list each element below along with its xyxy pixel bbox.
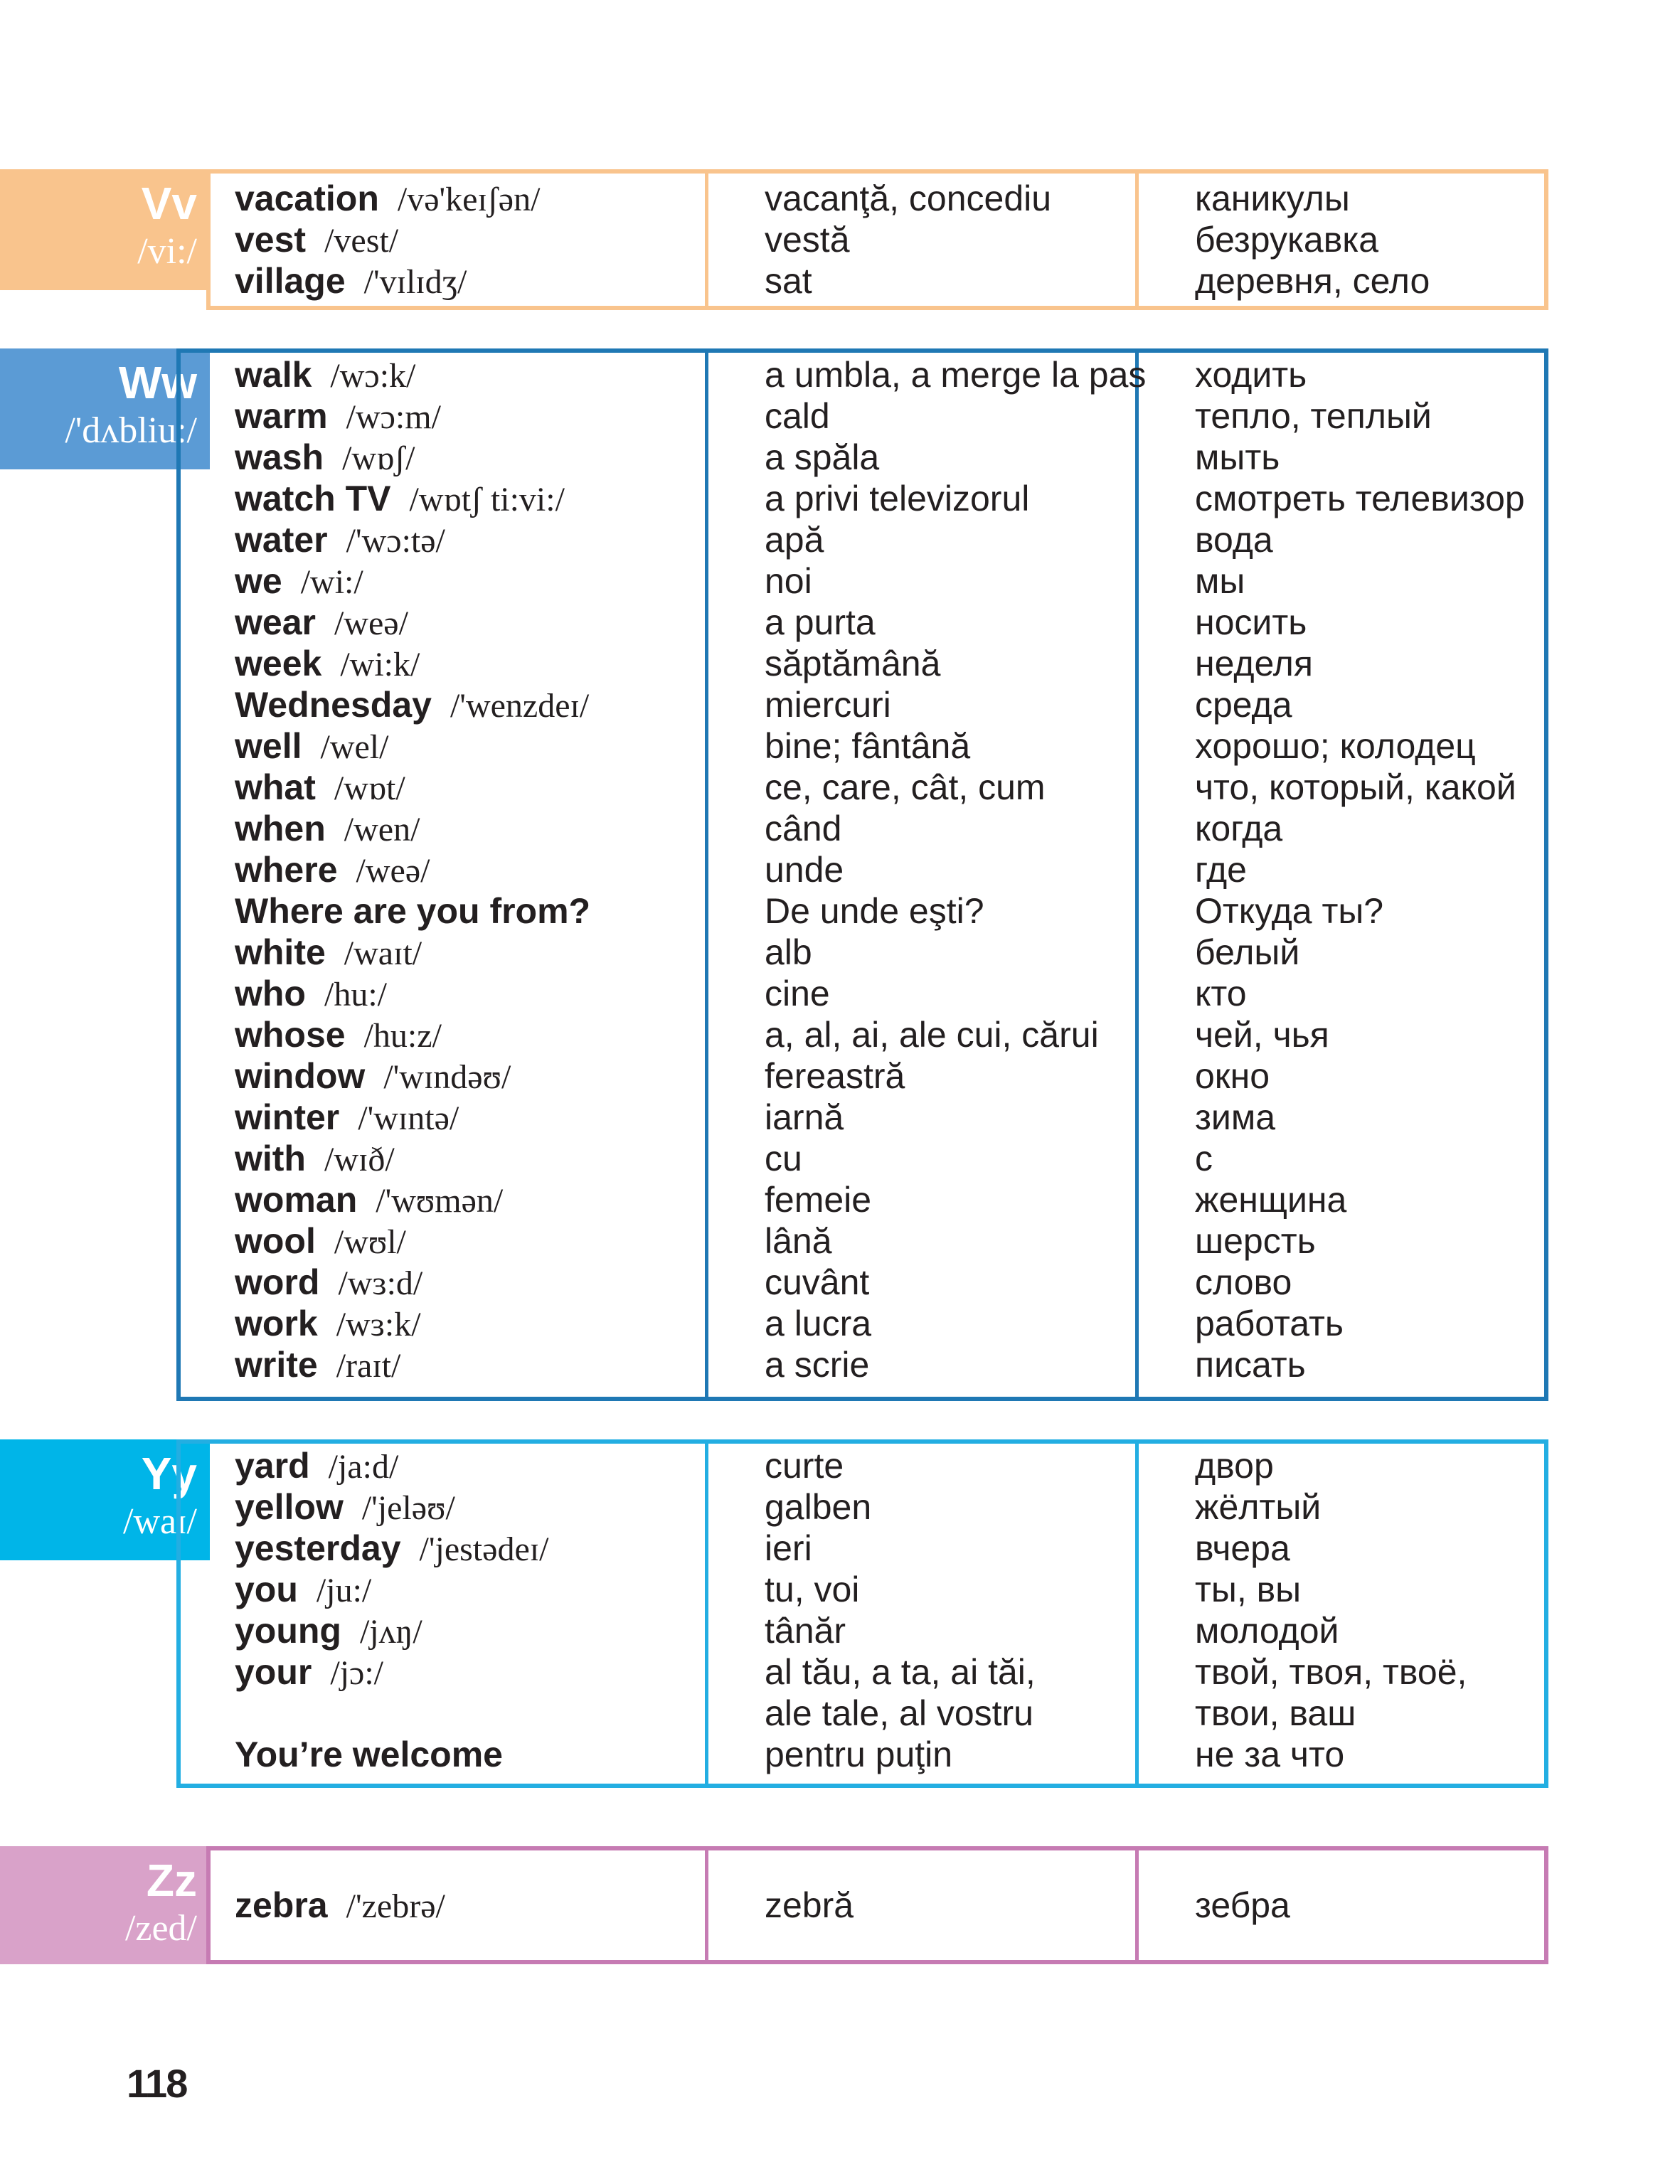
- transcription: /raɪt/: [336, 1347, 401, 1385]
- section-w: [0, 348, 1565, 1401]
- romanian-translation: cald: [765, 396, 830, 436]
- word-row: [0, 478, 1565, 519]
- romanian-translation: iarnă: [765, 1097, 844, 1137]
- english-entry: [235, 890, 609, 933]
- english-entry: [235, 1610, 422, 1653]
- romanian-translation: a spăla: [765, 437, 880, 477]
- russian-translation: среда: [1195, 685, 1292, 725]
- english-entry: [235, 1014, 442, 1057]
- transcription: /wi:/: [300, 563, 363, 601]
- english-entry: [235, 849, 430, 892]
- russian-translation: деревня, село: [1195, 261, 1430, 301]
- word-row: [0, 1528, 1565, 1569]
- english-word: window: [235, 1056, 366, 1096]
- russian-translation: смотреть телевизор: [1195, 479, 1525, 518]
- word-row: [0, 1445, 1565, 1486]
- english-word: you: [235, 1570, 298, 1609]
- transcription: /'zebrə/: [346, 1887, 445, 1925]
- word-row: [0, 849, 1565, 890]
- romanian-translation: tânăr: [765, 1611, 846, 1651]
- word-row: [0, 1303, 1565, 1344]
- english-entry: [235, 1303, 421, 1346]
- transcription: /wel/: [320, 728, 389, 766]
- transcription: /wɜ:d/: [338, 1264, 423, 1302]
- transcription: /wʊl/: [334, 1223, 406, 1261]
- romanian-translation: cu: [765, 1139, 802, 1178]
- page-number: 118: [127, 2061, 187, 2106]
- english-entry: [235, 219, 398, 262]
- russian-translation: вчера: [1195, 1528, 1290, 1568]
- word-row: [0, 354, 1565, 395]
- transcription: /'wɔ:tə/: [346, 522, 445, 560]
- english-word: walk: [235, 355, 312, 395]
- english-word: who: [235, 974, 306, 1013]
- russian-translation: не за что: [1195, 1735, 1345, 1774]
- russian-translation: тепло, теплый: [1195, 396, 1432, 436]
- english-entry: [235, 478, 565, 521]
- russian-translation: мыть: [1195, 437, 1280, 477]
- word-row: [0, 1734, 1565, 1775]
- english-word: write: [235, 1345, 318, 1385]
- transcription: /'wʊmən/: [376, 1182, 504, 1220]
- english-entry: [235, 354, 415, 397]
- russian-translation: двор: [1195, 1446, 1274, 1486]
- word-row: [0, 437, 1565, 478]
- transcription: /'jestədeɪ/: [419, 1530, 549, 1568]
- romanian-translation: zebră: [765, 1885, 854, 1925]
- russian-translation: Откуда ты?: [1195, 891, 1384, 931]
- word-row: [0, 560, 1565, 602]
- transcription: /wi:k/: [340, 646, 420, 683]
- transcription: /jʌŋ/: [359, 1613, 422, 1651]
- word-row: [0, 1055, 1565, 1097]
- transcription: /'wenzdeɪ/: [450, 687, 590, 725]
- romanian-translation: ale tale, al vostru: [765, 1693, 1033, 1733]
- romanian-translation: curte: [765, 1446, 844, 1486]
- word-row: [0, 767, 1565, 808]
- romanian-translation: a umbla, a merge la pas: [765, 355, 1147, 395]
- russian-translation: мы: [1195, 561, 1245, 601]
- transcription: /ju:/: [316, 1572, 372, 1609]
- english-word: woman: [235, 1180, 358, 1220]
- section-y: [0, 1439, 1565, 1788]
- word-row: [0, 1651, 1565, 1693]
- english-entry: [235, 1528, 548, 1570]
- romanian-translation: fereastră: [765, 1056, 905, 1096]
- english-word: week: [235, 644, 322, 683]
- word-row: [0, 519, 1565, 560]
- transcription: /'wɪndəʊ/: [383, 1058, 511, 1096]
- english-entry: [235, 395, 441, 438]
- romanian-translation: a scrie: [765, 1345, 870, 1385]
- english-word: wool: [235, 1221, 316, 1261]
- russian-translation: вода: [1195, 520, 1273, 560]
- letter-heading: Ww: [118, 357, 197, 408]
- word-row: [0, 1569, 1565, 1610]
- russian-translation: работать: [1195, 1304, 1344, 1343]
- letter-transcription: /vi:/: [137, 231, 197, 272]
- romanian-translation: femeie: [765, 1180, 872, 1220]
- english-word: white: [235, 932, 326, 972]
- english-entry: [235, 1693, 253, 1735]
- transcription: /hu:/: [324, 976, 387, 1013]
- transcription: /weə/: [356, 852, 430, 890]
- russian-translation: молодой: [1195, 1611, 1339, 1651]
- russian-translation: зебра: [1195, 1885, 1290, 1925]
- english-word: whose: [235, 1015, 346, 1055]
- romanian-translation: bine; fântână: [765, 726, 971, 766]
- word-row: [0, 1486, 1565, 1528]
- transcription: /'wɪntə/: [358, 1099, 459, 1137]
- english-entry: [235, 808, 420, 851]
- section-z: [0, 1846, 1565, 1964]
- word-row: [0, 1138, 1565, 1179]
- english-entry: [235, 932, 422, 974]
- romanian-translation: sat: [765, 261, 812, 301]
- romanian-translation: al tău, a ta, ai tăi,: [765, 1652, 1036, 1692]
- transcription: /wɒtʃ ti:vi:/: [409, 481, 565, 518]
- word-row: [0, 395, 1565, 437]
- romanian-translation: noi: [765, 561, 812, 601]
- transcription: /vest/: [324, 222, 399, 260]
- romanian-translation: a privi televizorul: [765, 479, 1030, 518]
- word-row: [0, 1179, 1565, 1220]
- russian-translation: белый: [1195, 932, 1300, 972]
- russian-translation: чей, чья: [1195, 1015, 1329, 1055]
- russian-translation: твои, ваш: [1195, 1693, 1356, 1733]
- word-row: [0, 1610, 1565, 1651]
- russian-translation: с: [1195, 1139, 1213, 1178]
- english-entry: [235, 519, 445, 562]
- word-row: [0, 973, 1565, 1014]
- english-word: word: [235, 1262, 320, 1302]
- word-row: [0, 260, 1565, 302]
- romanian-translation: cuvânt: [765, 1262, 870, 1302]
- transcription: /weə/: [334, 604, 408, 642]
- english-word: vest: [235, 220, 307, 260]
- english-word: warm: [235, 396, 328, 436]
- transcription: /wɒt/: [334, 769, 405, 807]
- english-word: your: [235, 1652, 312, 1692]
- romanian-translation: ieri: [765, 1528, 812, 1568]
- romanian-translation: săptămână: [765, 644, 941, 683]
- english-entry: [235, 684, 589, 727]
- english-word: where: [235, 850, 338, 890]
- transcription: /jɔ:/: [330, 1654, 384, 1692]
- word-row: [0, 602, 1565, 643]
- section-v: [0, 169, 1565, 311]
- russian-translation: зима: [1195, 1097, 1276, 1137]
- word-row: [0, 684, 1565, 725]
- english-word: what: [235, 767, 316, 807]
- english-word: when: [235, 809, 326, 848]
- english-entry: [235, 973, 387, 1016]
- word-row: [0, 1344, 1565, 1385]
- letter-heading: Yy: [141, 1448, 197, 1499]
- transcription: /wen/: [344, 811, 420, 848]
- letter-transcription: /zed/: [124, 1908, 197, 1949]
- transcription: /wɒʃ/: [342, 440, 415, 477]
- romanian-translation: unde: [765, 850, 844, 890]
- english-entry: [235, 643, 420, 686]
- english-word: work: [235, 1304, 318, 1343]
- russian-translation: когда: [1195, 809, 1283, 848]
- romanian-translation: alb: [765, 932, 812, 972]
- word-row: [0, 219, 1565, 260]
- transcription: /'vɪlɪdʒ/: [363, 263, 467, 301]
- english-word: wear: [235, 602, 316, 642]
- english-word: well: [235, 726, 302, 766]
- english-word: yard: [235, 1446, 310, 1486]
- english-word: wash: [235, 437, 324, 477]
- english-entry: [235, 1097, 459, 1139]
- russian-translation: жёлтый: [1195, 1487, 1322, 1527]
- english-word: watch TV: [235, 479, 391, 518]
- word-row: [0, 1014, 1565, 1055]
- word-row: [0, 1693, 1565, 1734]
- letter-transcription: /'dʌbliu:/: [65, 410, 197, 451]
- russian-translation: слово: [1195, 1262, 1292, 1302]
- english-entry: [235, 1885, 445, 1927]
- word-row: [0, 890, 1565, 932]
- english-word: You’re welcome: [235, 1735, 503, 1774]
- romanian-translation: a, al, ai, ale cui, cărui: [765, 1015, 1099, 1055]
- letter-heading: Zz: [146, 1855, 197, 1906]
- english-word: zebra: [235, 1885, 328, 1925]
- russian-translation: женщина: [1195, 1180, 1347, 1220]
- english-word: young: [235, 1611, 341, 1651]
- russian-translation: твой, твоя, твоё,: [1195, 1652, 1467, 1692]
- romanian-translation: vestă: [765, 220, 850, 260]
- english-entry: [235, 767, 405, 809]
- transcription: /wɜ:k/: [336, 1306, 421, 1343]
- russian-translation: безрукавка: [1195, 220, 1379, 260]
- english-entry: [235, 1445, 398, 1488]
- russian-translation: писать: [1195, 1345, 1306, 1385]
- english-entry: [235, 1138, 395, 1181]
- letter-heading: Vv: [141, 178, 197, 229]
- russian-translation: окно: [1195, 1056, 1270, 1096]
- romanian-translation: a purta: [765, 602, 876, 642]
- english-entry: [235, 1569, 371, 1612]
- english-entry: [235, 1220, 406, 1263]
- english-entry: [235, 560, 363, 603]
- russian-translation: кто: [1195, 974, 1247, 1013]
- word-row: [0, 725, 1565, 767]
- english-word: vacation: [235, 179, 379, 218]
- russian-translation: каникулы: [1195, 179, 1350, 218]
- english-entry: [235, 1486, 455, 1529]
- romanian-translation: apă: [765, 520, 824, 560]
- russian-translation: шерсть: [1195, 1221, 1316, 1261]
- word-row: [0, 1097, 1565, 1138]
- english-word: water: [235, 520, 328, 560]
- romanian-translation: miercuri: [765, 685, 891, 725]
- word-row: [0, 808, 1565, 849]
- transcription: /ja:d/: [328, 1448, 399, 1486]
- romanian-translation: lână: [765, 1221, 832, 1261]
- russian-translation: ходить: [1195, 355, 1307, 395]
- english-entry: [235, 178, 540, 220]
- transcription: /wɔ:k/: [330, 357, 416, 395]
- english-entry: [235, 1055, 511, 1098]
- word-row: [0, 643, 1565, 684]
- english-word: we: [235, 561, 282, 601]
- english-word: village: [235, 261, 346, 301]
- word-row: [0, 1885, 1565, 1926]
- letter-transcription: /waɪ/: [123, 1501, 197, 1542]
- english-word: yesterday: [235, 1528, 401, 1568]
- romanian-translation: pentru puţin: [765, 1735, 953, 1774]
- transcription: /wɔ:m/: [346, 398, 441, 436]
- russian-translation: где: [1195, 850, 1247, 890]
- romanian-translation: tu, voi: [765, 1570, 860, 1609]
- english-entry: [235, 725, 388, 768]
- english-entry: [235, 437, 415, 479]
- russian-translation: неделя: [1195, 644, 1313, 683]
- word-row: [0, 1262, 1565, 1303]
- english-entry: [235, 1734, 521, 1777]
- word-row: [0, 932, 1565, 973]
- english-entry: [235, 602, 408, 644]
- english-entry: [235, 260, 467, 303]
- english-word: yellow: [235, 1487, 344, 1527]
- romanian-translation: vacanţă, concediu: [765, 179, 1052, 218]
- transcription: /hu:z/: [363, 1017, 442, 1055]
- english-word: Wednesday: [235, 685, 432, 725]
- russian-translation: носить: [1195, 602, 1307, 642]
- romanian-translation: când: [765, 809, 842, 848]
- english-entry: [235, 1179, 503, 1222]
- russian-translation: что, который, какой: [1195, 767, 1516, 807]
- transcription: /wɪð/: [324, 1141, 395, 1178]
- word-row: [0, 1220, 1565, 1262]
- transcription: /'jeləʊ/: [361, 1489, 455, 1527]
- english-word: Where are you from?: [235, 891, 591, 931]
- romanian-translation: cine: [765, 974, 830, 1013]
- english-entry: [235, 1262, 422, 1304]
- russian-translation: хорошо; колодец: [1195, 726, 1476, 766]
- romanian-translation: galben: [765, 1487, 872, 1527]
- romanian-translation: De unde eşti?: [765, 891, 984, 931]
- russian-translation: ты, вы: [1195, 1570, 1302, 1609]
- english-word: winter: [235, 1097, 340, 1137]
- word-row: [0, 178, 1565, 219]
- english-entry: [235, 1651, 383, 1694]
- english-entry: [235, 1344, 400, 1387]
- transcription: /waɪt/: [344, 934, 422, 972]
- romanian-translation: ce, care, cât, cum: [765, 767, 1046, 807]
- english-word: with: [235, 1139, 306, 1178]
- romanian-translation: a lucra: [765, 1304, 872, 1343]
- transcription: /və'keɪʃən/: [397, 181, 541, 218]
